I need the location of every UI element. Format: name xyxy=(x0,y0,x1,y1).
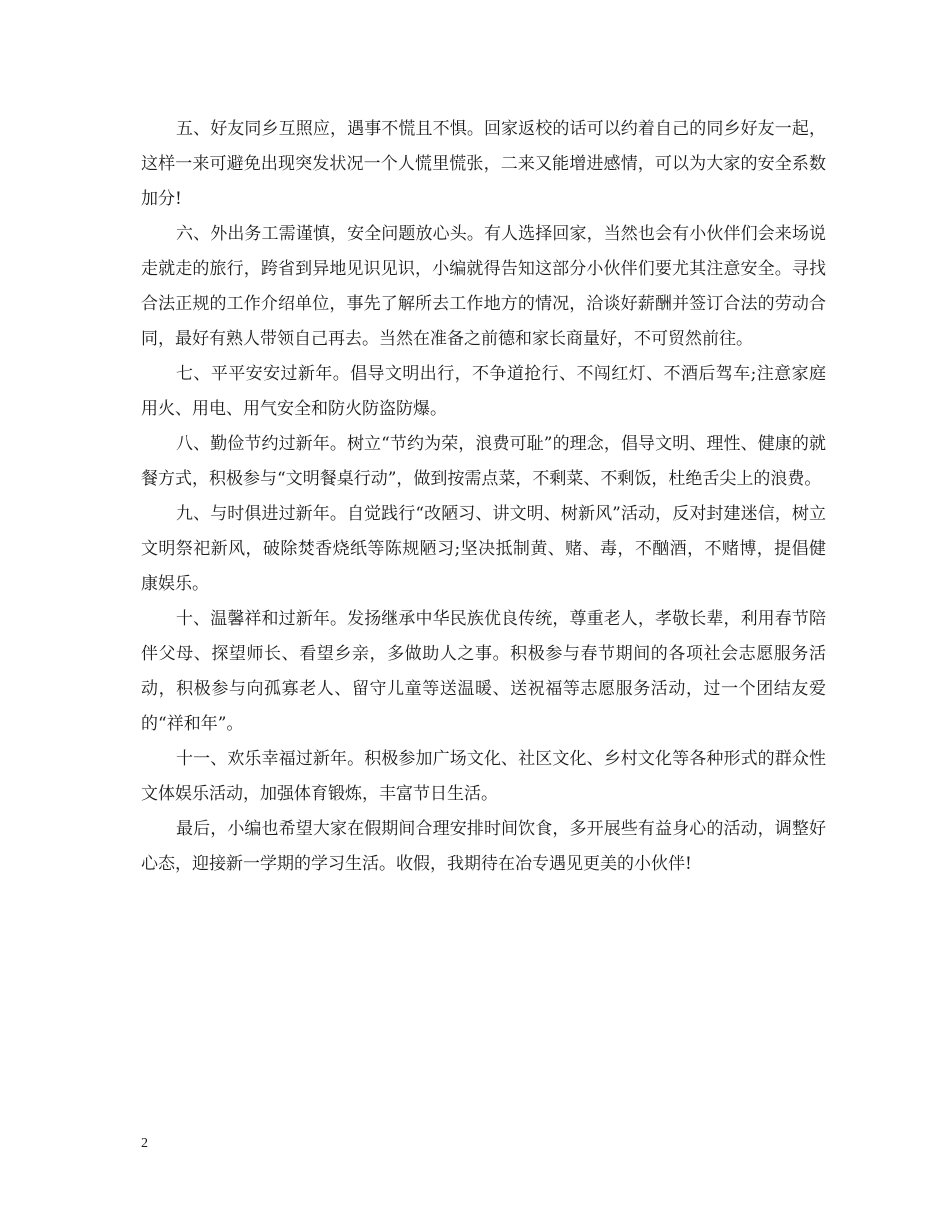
paragraph-7-safe-new-year: 七、平平安安过新年。倡导文明出行，不争道抢行、不闯红灯、不酒后驾车;注意家庭用火、用电、用气安全和防火防盗防爆。 xyxy=(141,364,826,419)
paragraph-8-frugal-new-year: 八、勤俭节约过新年。树立“节约为荣，浪费可耻”的理念，倡导文明、理性、健康的就餐方式，积极参与“文明餐桌行动”，做到按需点菜，不剩菜、不剩饭，杜绝舌尖上的浪费。 xyxy=(141,434,826,489)
paragraph-5-friends: 五、好友同乡互照应，遇事不慌且不惧。回家返校的话可以约着自己的同乡好友一起，这样一来可避免出现突发状况一个人慌里慌张，二来又能增进感情，可以为大家的安全系数加分! xyxy=(141,119,826,209)
paragraph-9-modern-new-year: 九、与时俱进过新年。自觉践行“改陋习、讲文明、树新风”活动，反对封建迷信，树立文明祭祀新风，破除焚香烧纸等陈规陋习;坚决抵制黄、赌、毒，不酗酒，不赌博，提倡健康娱乐。 xyxy=(141,504,826,594)
paragraph-6-work-away: 六、外出务工需谨慎，安全问题放心头。有人选择回家，当然也会有小伙伴们会来场说走就走的旅行，跨省到异地见识见识，小编就得告知这部分小伙伴们要尤其注意安全。寻找合法正规的工作介绍单位，事先了解所去工作地方的情况，洽谈好薪酬并签订合法的劳动合同，最好有熟人带领自己再去。当然在准备之前德和家长商量好，不可贸然前往。 xyxy=(141,224,826,349)
document-body xyxy=(141,112,826,882)
page-number: 2 xyxy=(141,1136,148,1151)
paragraph-closing: 最后，小编也希望大家在假期间合理安排时间饮食，多开展些有益身心的活动，调整好心态，迎接新一学期的学习生活。收假，我期待在冶专遇见更美的小伙伴! xyxy=(141,819,826,874)
paragraph-10-warm-new-year: 十、温馨祥和过新年。发扬继承中华民族优良传统，尊重老人，孝敬长辈，利用春节陪伴父母、探望师长、看望乡亲，多做助人之事。积极参与春节期间的各项社会志愿服务活动，积极参与向孤寡老人、留守儿童等送温暖、送祝福等志愿服务活动，过一个团结友爱的“祥和年”。 xyxy=(141,609,826,734)
paragraph-11-happy-new-year: 十一、欢乐幸福过新年。积极参加广场文化、社区文化、乡村文化等各种形式的群众性文体娱乐活动，加强体育锻炼，丰富节日生活。 xyxy=(141,749,826,804)
